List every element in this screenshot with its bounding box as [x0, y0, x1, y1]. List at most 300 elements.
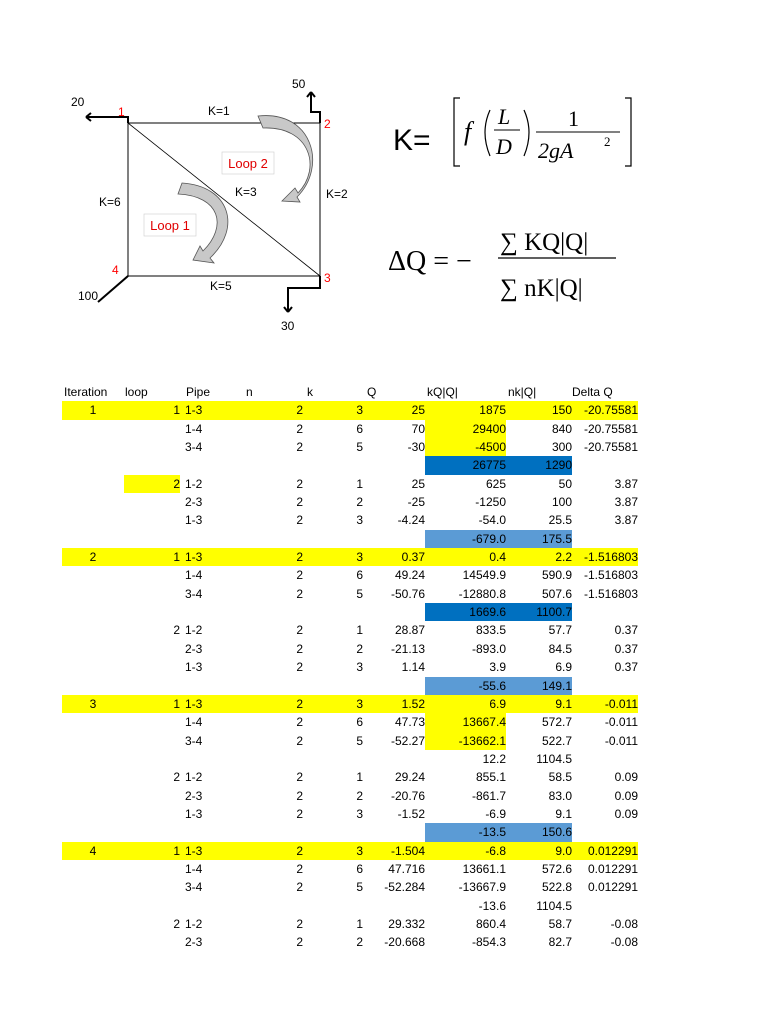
table-row [62, 823, 638, 841]
node-4-label: 4 [112, 263, 119, 277]
cell-k: 3 [356, 550, 363, 565]
cell-k [303, 603, 363, 621]
cell-dq: -0.011 [604, 715, 638, 730]
cell-k [303, 530, 363, 548]
cell-n [242, 750, 303, 768]
cell-nk: 840 [551, 421, 572, 436]
cell-k: 2 [356, 788, 363, 803]
header-iteration: Iteration [64, 385, 108, 399]
cell-nk: 522.8 [541, 880, 572, 895]
cell-dq: 0.012291 [587, 843, 638, 858]
cell-nk: 507.6 [541, 586, 572, 601]
cell-kq: -679.0 [471, 531, 506, 546]
cell-q [363, 603, 425, 621]
iteration-table [62, 383, 638, 952]
table-row [62, 475, 638, 493]
table-row [62, 621, 638, 639]
cell-n: 2 [296, 495, 303, 510]
cell-q: 1.14 [401, 660, 425, 675]
cell-loop: 1 [173, 696, 180, 711]
cell-dq [572, 677, 638, 695]
cell-n [242, 823, 303, 841]
cell-kq: -12880.8 [458, 586, 506, 601]
cell-q: -1.52 [397, 806, 425, 821]
cell-it [62, 823, 124, 841]
cell-it [62, 456, 124, 474]
delta-q-denominator: ∑ nK|Q| [500, 275, 583, 302]
cell-kq: -54.0 [478, 513, 506, 528]
cell-pipe: 1-3 [185, 403, 203, 418]
table-row [62, 677, 638, 695]
pipe-right-label: K=2 [326, 187, 348, 201]
cell-kq: 6.9 [489, 696, 506, 711]
node-3-label: 3 [324, 271, 331, 285]
cell-q [363, 456, 425, 474]
cell-k [303, 750, 363, 768]
cell-kq: -6.9 [485, 806, 506, 821]
cell-loop [124, 750, 180, 768]
cell-nk: 84.5 [548, 641, 572, 656]
pipe-top-label: K=1 [208, 104, 230, 118]
cell-nk: 1100.7 [536, 605, 572, 620]
cell-k: 2 [356, 935, 363, 950]
flow-node2 [307, 92, 320, 123]
cell-k: 6 [356, 568, 363, 583]
cell-dq: 3.87 [614, 513, 638, 528]
table-row [62, 511, 638, 529]
k-formula-one: 1 [568, 106, 579, 131]
table-row [62, 750, 638, 768]
k-formula-f: f [464, 117, 472, 146]
cell-loop [124, 585, 180, 603]
cell-kq: 1669.6 [469, 605, 506, 620]
cell-it [62, 585, 124, 603]
cell-q: 29.24 [394, 770, 425, 785]
cell-kq: 1875 [479, 403, 506, 418]
header-nkq: nk|Q| [508, 385, 537, 399]
cell-k [303, 897, 363, 915]
loop2-label: Loop 2 [228, 156, 268, 171]
cell-kq: -1250 [475, 495, 506, 510]
cell-nk: 100 [551, 495, 572, 510]
cell-k: 3 [356, 806, 363, 821]
cell-q [363, 530, 425, 548]
cell-loop [124, 603, 180, 621]
flow-node4 [98, 276, 128, 302]
cell-loop: 1 [173, 550, 180, 565]
flow-node1-value: 20 [71, 95, 85, 109]
cell-pipe: 1-4 [185, 568, 203, 583]
cell-n: 2 [296, 843, 303, 858]
table-row [62, 566, 638, 584]
cell-k: 6 [356, 715, 363, 730]
cell-it: 3 [89, 696, 97, 711]
header-n: n [246, 385, 253, 399]
cell-n: 2 [296, 641, 303, 656]
delta-q-formula [388, 224, 628, 304]
cell-nk: 150 [551, 403, 572, 418]
cell-k: 1 [356, 476, 363, 491]
table-row [62, 695, 638, 713]
cell-k: 1 [356, 916, 363, 931]
k-formula [450, 92, 635, 172]
cell-k: 2 [356, 495, 363, 510]
cell-kq: 26775 [472, 458, 506, 473]
k-formula-den: 2gA [538, 138, 574, 163]
cell-dq: -0.08 [610, 916, 638, 931]
cell-q: -52.284 [384, 880, 425, 895]
cell-nk: 50 [558, 476, 572, 491]
cell-n [242, 603, 303, 621]
cell-kq: 13661.1 [462, 861, 506, 876]
cell-pipe [181, 823, 245, 841]
cell-q [363, 750, 425, 768]
cell-loop [124, 420, 180, 438]
table-row [62, 401, 638, 419]
cell-loop: 2 [173, 476, 180, 491]
cell-dq: 3.87 [614, 476, 638, 491]
cell-k: 5 [356, 440, 363, 455]
cell-nk: 522.7 [541, 733, 572, 748]
cell-pipe: 1-2 [185, 476, 203, 491]
cell-kq: 855.1 [475, 770, 506, 785]
k-formula-exp: 2 [604, 134, 611, 149]
table-row [62, 548, 638, 566]
table-row [62, 933, 638, 951]
cell-pipe [181, 456, 245, 474]
cell-q: 25 [411, 403, 425, 418]
cell-it: 1 [89, 403, 97, 418]
cell-q: -50.76 [390, 586, 425, 601]
node-2-label: 2 [324, 117, 331, 131]
cell-dq [572, 603, 638, 621]
cell-q: 47.716 [388, 861, 425, 876]
k-formula-label: K= [393, 124, 431, 157]
cell-it [62, 438, 124, 456]
header-loop: loop [125, 385, 148, 399]
cell-it [62, 915, 124, 933]
cell-kq: 13667.4 [462, 715, 506, 730]
cell-k [303, 823, 363, 841]
cell-loop [124, 787, 180, 805]
cell-pipe: 1-4 [185, 861, 203, 876]
cell-dq [572, 750, 638, 768]
cell-nk: 83.0 [548, 788, 572, 803]
cell-it [62, 603, 124, 621]
cell-dq: 0.09 [614, 788, 638, 803]
cell-pipe: 1-2 [185, 916, 203, 931]
cell-loop [124, 493, 180, 511]
cell-pipe: 1-3 [185, 550, 203, 565]
cell-nk: 2.2 [555, 550, 572, 565]
cell-q: 1.52 [401, 696, 425, 711]
cell-kq: -893.0 [471, 641, 506, 656]
cell-dq: -20.75581 [583, 403, 638, 418]
cell-nk: 572.6 [541, 861, 572, 876]
cell-kq: -13.5 [478, 825, 506, 840]
cell-loop [124, 658, 180, 676]
table-row [62, 420, 638, 438]
cell-dq: -20.75581 [583, 440, 638, 455]
cell-n: 2 [296, 935, 303, 950]
cell-dq: -1.516803 [583, 550, 638, 565]
cell-it [62, 787, 124, 805]
cell-n: 2 [296, 880, 303, 895]
cell-k: 3 [356, 843, 363, 858]
cell-k: 5 [356, 586, 363, 601]
table-row [62, 878, 638, 896]
cell-pipe [181, 677, 245, 695]
cell-loop [124, 823, 180, 841]
cell-nk: 1290 [545, 458, 572, 473]
cell-dq: -0.011 [604, 696, 638, 711]
cell-n: 2 [296, 421, 303, 436]
pipe-left-label: K=6 [99, 195, 121, 209]
table-row [62, 897, 638, 915]
pipe-bottom-label: K=5 [210, 279, 232, 293]
cell-q: 47.73 [394, 715, 425, 730]
table-row [62, 860, 638, 878]
cell-k: 1 [356, 770, 363, 785]
cell-nk: 82.7 [548, 935, 572, 950]
cell-it [62, 658, 124, 676]
cell-pipe: 1-3 [185, 696, 203, 711]
cell-q: 49.24 [394, 568, 425, 583]
cell-k: 3 [356, 696, 363, 711]
header-pipe: Pipe [186, 385, 211, 399]
cell-n: 2 [296, 770, 303, 785]
cell-nk: 9.0 [555, 843, 572, 858]
cell-k [303, 456, 363, 474]
cell-nk: 572.7 [541, 715, 572, 730]
cell-loop [124, 713, 180, 731]
cell-dq [572, 456, 638, 474]
cell-dq [572, 530, 638, 548]
cell-loop [124, 456, 180, 474]
cell-n: 2 [296, 715, 303, 730]
header-kqq: kQ|Q| [427, 385, 458, 399]
k-formula-d: D [496, 134, 512, 159]
cell-dq: 0.012291 [587, 861, 638, 876]
header-q: Q [367, 385, 377, 399]
cell-it [62, 640, 124, 658]
cell-it [62, 713, 124, 731]
flow-node3-value: 30 [281, 319, 295, 333]
cell-pipe: 1-4 [185, 715, 203, 730]
cell-it [62, 732, 124, 750]
cell-kq: -13667.9 [458, 880, 506, 895]
cell-dq [572, 897, 638, 915]
cell-dq: -1.516803 [583, 586, 638, 601]
cell-nk: 175.5 [541, 531, 572, 546]
cell-loop [124, 511, 180, 529]
cell-k: 6 [356, 421, 363, 436]
cell-it [62, 897, 124, 915]
delta-q-lhs: ΔQ = − [388, 246, 472, 277]
cell-n: 2 [296, 660, 303, 675]
cell-n: 2 [296, 733, 303, 748]
cell-k: 5 [356, 733, 363, 748]
cell-n: 2 [296, 788, 303, 803]
cell-q: -25 [407, 495, 425, 510]
cell-it [62, 768, 124, 786]
cell-it [62, 860, 124, 878]
cell-loop [124, 438, 180, 456]
cell-pipe [181, 750, 245, 768]
cell-k: 3 [356, 403, 363, 418]
cell-it [62, 805, 124, 823]
cell-kq: 29400 [472, 421, 506, 436]
cell-it [62, 420, 124, 438]
cell-nk: 25.5 [548, 513, 572, 528]
cell-nk: 149.1 [541, 678, 572, 693]
cell-q: -20.76 [390, 788, 425, 803]
cell-kq: -4500 [475, 440, 506, 455]
header-k: k [307, 385, 313, 399]
cell-n: 2 [296, 403, 303, 418]
cell-kq: 860.4 [475, 916, 506, 931]
cell-kq: -55.6 [478, 678, 506, 693]
table-row [62, 438, 638, 456]
cell-nk: 300 [551, 440, 572, 455]
cell-it: 2 [89, 550, 97, 565]
cell-it [62, 475, 124, 493]
cell-kq: -861.7 [471, 788, 506, 803]
header-delta-q: Delta Q [572, 385, 613, 399]
cell-dq [572, 823, 638, 841]
cell-pipe: 1-3 [185, 806, 203, 821]
cell-pipe: 3-4 [185, 586, 203, 601]
loop1-label: Loop 1 [150, 218, 190, 233]
cell-kq: -13662.1 [458, 733, 506, 748]
cell-kq: -854.3 [471, 935, 506, 950]
cell-pipe: 2-3 [185, 788, 203, 803]
cell-loop [124, 640, 180, 658]
cell-pipe [181, 530, 245, 548]
table-body [62, 401, 638, 951]
cell-n: 2 [296, 916, 303, 931]
cell-n: 2 [296, 623, 303, 638]
cell-loop [124, 732, 180, 750]
pipe-diag-label: K=3 [235, 185, 257, 199]
cell-loop [124, 530, 180, 548]
cell-n [242, 530, 303, 548]
table-row [62, 493, 638, 511]
cell-dq: -20.75581 [583, 421, 638, 436]
table-row [62, 530, 638, 548]
cell-pipe: 1-2 [185, 770, 203, 785]
pipe-network-diagram [60, 68, 360, 340]
table-header [62, 383, 638, 401]
cell-kq: 833.5 [475, 623, 506, 638]
flow-node3 [284, 276, 320, 312]
cell-loop: 2 [173, 623, 180, 638]
cell-q: -21.13 [390, 641, 425, 656]
cell-kq: 3.9 [489, 660, 506, 675]
table-row [62, 842, 638, 860]
cell-n: 2 [296, 476, 303, 491]
cell-n: 2 [296, 806, 303, 821]
cell-it: 4 [89, 843, 97, 858]
cell-kq: 0.4 [489, 550, 506, 565]
cell-pipe: 3-4 [185, 440, 203, 455]
table-row [62, 603, 638, 621]
cell-loop [124, 878, 180, 896]
cell-kq: -13.6 [478, 898, 506, 913]
cell-dq: 0.37 [614, 623, 638, 638]
cell-n [242, 456, 303, 474]
cell-loop [124, 805, 180, 823]
cell-dq: 0.37 [614, 641, 638, 656]
cell-pipe: 1-2 [185, 623, 203, 638]
cell-n: 2 [296, 513, 303, 528]
cell-loop: 2 [173, 770, 180, 785]
table-row [62, 456, 638, 474]
cell-loop [124, 566, 180, 584]
cell-k [303, 677, 363, 695]
table-row [62, 658, 638, 676]
cell-dq: 3.87 [614, 495, 638, 510]
cell-pipe: 1-3 [185, 660, 203, 675]
cell-it [62, 530, 124, 548]
cell-q: -4.24 [397, 513, 425, 528]
cell-nk: 590.9 [541, 568, 572, 583]
cell-nk: 58.7 [548, 916, 572, 931]
cell-pipe [181, 897, 245, 915]
cell-loop [124, 860, 180, 878]
delta-q-numerator: ∑ KQ|Q| [500, 229, 589, 256]
cell-q: -1.504 [390, 843, 425, 858]
cell-nk: 1104.5 [536, 898, 572, 913]
cell-q: -20.668 [384, 935, 425, 950]
cell-nk: 6.9 [555, 660, 572, 675]
cell-kq: 625 [485, 476, 506, 491]
k-formula-l: L [498, 104, 511, 129]
cell-dq: 0.09 [614, 806, 638, 821]
table-row [62, 585, 638, 603]
cell-pipe: 2-3 [185, 641, 203, 656]
cell-pipe: 1-4 [185, 421, 203, 436]
cell-n: 2 [296, 696, 303, 711]
cell-q [363, 823, 425, 841]
cell-loop: 1 [173, 843, 180, 858]
cell-dq: -1.516803 [583, 568, 638, 583]
cell-q [363, 897, 425, 915]
cell-n [242, 897, 303, 915]
cell-pipe: 1-3 [185, 843, 203, 858]
cell-q: -30 [407, 440, 425, 455]
cell-nk: 9.1 [555, 696, 572, 711]
cell-k: 2 [356, 641, 363, 656]
cell-kq: 12.2 [482, 751, 506, 766]
cell-dq: 0.09 [614, 770, 638, 785]
cell-nk: 1104.5 [536, 751, 572, 766]
cell-dq: -0.08 [610, 935, 638, 950]
table-row [62, 787, 638, 805]
table-row [62, 915, 638, 933]
cell-pipe: 2-3 [185, 495, 203, 510]
cell-q [363, 677, 425, 695]
cell-q: 28.87 [394, 623, 425, 638]
cell-it [62, 677, 124, 695]
cell-k: 3 [356, 513, 363, 528]
cell-nk: 150.6 [541, 825, 572, 840]
cell-n: 2 [296, 586, 303, 601]
cell-n: 2 [296, 550, 303, 565]
cell-it [62, 933, 124, 951]
node-1-label: 1 [118, 105, 125, 119]
cell-loop [124, 897, 180, 915]
